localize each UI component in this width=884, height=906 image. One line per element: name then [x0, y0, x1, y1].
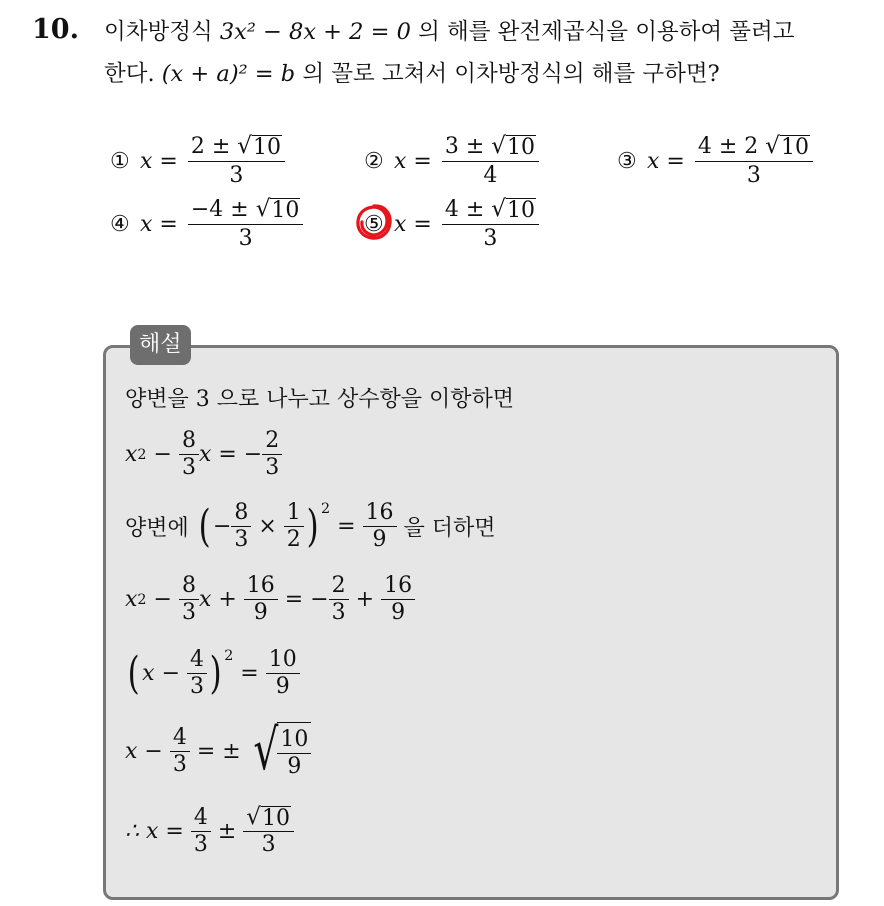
question-line-2 — [104, 56, 720, 88]
choice-marker: ④ — [110, 212, 130, 237]
fraction: $\frac{2}{3}$ — [329, 573, 349, 626]
fraction: $\frac{4}{3}$ — [191, 805, 211, 858]
num-text: 4 ± — [444, 197, 485, 222]
denominator: 3 — [442, 224, 539, 253]
solution-line-3: 양변에 ( − $\frac{8}{3}$ × $\frac{1}{2}$ ) $^2$ = $\frac{16}{9}$ 을 더하면 — [125, 500, 496, 552]
answer-circle-mark — [354, 202, 394, 242]
question-text: 이차방정식 — [104, 19, 220, 45]
choice-lhs: x = — [140, 149, 178, 174]
choice-fraction — [188, 133, 285, 190]
sqrt: √ 10 — [491, 196, 535, 223]
question-text: 의 꼴로 고쳐서 이차방정식의 해를 구하면? — [295, 61, 720, 87]
text: 을 더하면 — [403, 516, 496, 541]
choice-4[interactable] — [110, 196, 303, 253]
question-number: 10. — [32, 14, 79, 45]
fraction: $\frac{16}{9}$ — [381, 573, 415, 626]
fraction: $\frac{1}{2}$ — [284, 500, 304, 553]
choice-lhs: x = — [394, 149, 432, 174]
fraction: $\frac{4}{3}$ — [170, 725, 190, 778]
fraction: $\frac{8}{3}$ — [179, 428, 199, 481]
fraction: $\frac{8}{3}$ — [179, 573, 199, 626]
sqrt: √ 10 — [246, 804, 290, 831]
choice-marker: ① — [110, 149, 130, 174]
choice-lhs: x = — [394, 212, 432, 237]
choice-fraction — [695, 133, 813, 190]
fraction: $\frac{4}{3}$ — [187, 647, 207, 700]
choice-2[interactable] — [364, 133, 539, 190]
radicand: 10 — [271, 198, 300, 223]
num-text: 3 ± — [444, 134, 485, 159]
radicand: 10 — [507, 198, 535, 223]
fraction: $\frac{10}{9}$ — [266, 647, 300, 700]
question-form: (x + a)² = b — [161, 61, 296, 87]
num-text: 2 ± — [190, 134, 231, 159]
choice-marker: ③ — [617, 149, 637, 174]
denominator: 3 — [695, 161, 813, 190]
radicand: 10 — [507, 135, 535, 160]
choice-fraction — [442, 133, 539, 190]
fraction: √ 10 3 — [243, 805, 294, 858]
question-equation: 3x² − 8x + 2 = 0 — [219, 19, 411, 45]
denominator: 3 — [188, 161, 285, 190]
choice-1[interactable] — [110, 133, 285, 190]
fraction: $\frac{8}{3}$ — [231, 500, 251, 553]
choice-marker: ⑤ — [364, 212, 384, 237]
solution-line-5: ( x − $\frac{4}{3}$ ) $^2$ = $\frac{10}{9}$ — [125, 647, 300, 700]
fraction: $\frac{16}{9}$ — [363, 500, 397, 553]
solution-tag: 해설 — [130, 325, 191, 365]
solution-line-2: x 2 − $\frac{8}{3}$ x = − $\frac{2}{3}$ — [125, 428, 282, 481]
num-text: −4 ± — [190, 197, 249, 222]
choice-fraction — [442, 196, 539, 253]
solution-line-4: x 2 − $\frac{8}{3}$ x + $\frac{16}{9}$ = − $\frac{2}{3}$ + $\frac{16}{9}$ — [125, 573, 415, 626]
question-text: 의 해를 완전제곱식을 이용하여 풀려고 — [410, 19, 795, 45]
num-text: 4 ± 2 — [697, 134, 759, 159]
sqrt: √ 10 — [255, 196, 300, 223]
radicand: 10 — [780, 135, 809, 160]
solution-line-7: ∴ x = $\frac{4}{3}$ ± √ 10 3 — [125, 805, 294, 858]
choice-3[interactable] — [617, 133, 813, 190]
therefore-text: ∴ x = — [125, 819, 184, 844]
fraction: $\frac{16}{9}$ — [244, 573, 278, 626]
denominator: 3 — [188, 224, 304, 253]
sqrt: √ $\frac{10}{9}$ — [248, 722, 312, 780]
solution-line-6: x − $\frac{4}{3}$ = ± √ $\frac{10}{9}$ — [125, 722, 311, 780]
radicand: 10 — [253, 135, 281, 160]
sqrt: √ 10 — [237, 133, 281, 160]
sqrt: √ 10 — [765, 133, 809, 160]
text: 양변에 — [125, 516, 189, 541]
denominator: 4 — [442, 161, 539, 190]
fraction: $\frac{10}{9}$ — [277, 727, 311, 780]
sqrt: √ 10 — [491, 133, 535, 160]
choice-marker: ② — [364, 149, 384, 174]
question-text: 한다. — [104, 61, 162, 87]
choice-fraction — [188, 196, 304, 253]
choice-lhs: x = — [647, 149, 685, 174]
question-line-1 — [104, 14, 795, 46]
fraction: $\frac{2}{3}$ — [262, 428, 282, 481]
solution-line-1: 양변을 3 으로 나누고 상수항을 이항하면 — [125, 387, 514, 412]
choice-lhs: x = — [140, 212, 178, 237]
